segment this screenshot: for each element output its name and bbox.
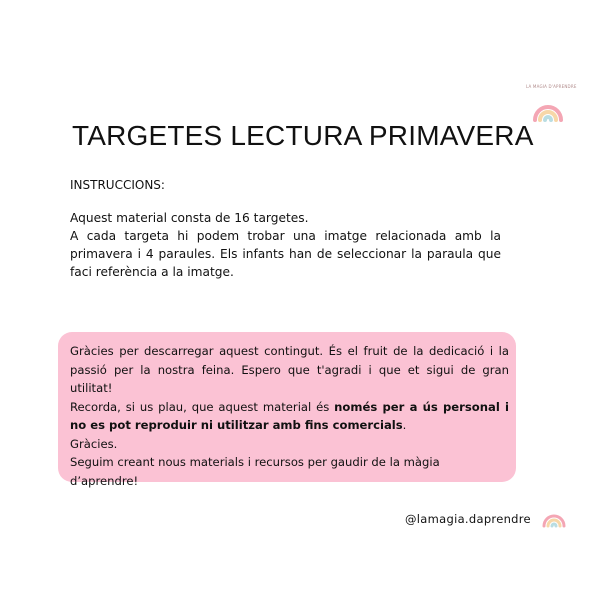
thanks-notice-box (58, 332, 516, 488)
footer-rainbow (540, 504, 568, 528)
usage-reminder (70, 398, 509, 435)
usage-reminder-text: Recorda, si us plau, que aquest material és (70, 399, 335, 414)
rainbow-icon (540, 504, 568, 528)
usage-reminder-end: . (402, 418, 407, 432)
instructions-heading: INSTRUCCIONS: (70, 178, 165, 192)
thanks-paragraph: Gràcies per descarregar aquest contingut. És el fruit de la dedicació i la passió per la nostra feina. Espero que t'agradi i que et sigui de gran utilitat! (70, 344, 509, 395)
instructions-text (70, 209, 501, 281)
instructions-line-1: Aquest material consta de 16 targetes. (70, 211, 309, 225)
closing-line: Seguim creant nous materials i recursos per gaudir de la màgia d’aprendre! (70, 455, 440, 488)
usage-restriction-bold: només per a ús personal i no es pot reproduir ni utilitzar amb fins comercials (70, 399, 510, 432)
instructions-line-2: A cada targeta hi podem trobar una imatge relacionada amb la primavera i 4 paraules. Els infants han de seleccionar la paraula que faci referència a la imatge. (70, 229, 501, 279)
page-title: TARGETES LECTURA PRIMAVERA (72, 120, 534, 151)
logo-text: LA MAGIA D'APRENDRE (526, 84, 577, 89)
brand-logo (526, 84, 577, 124)
rainbow-icon (526, 84, 577, 124)
social-handle: @lamagia.daprendre (405, 512, 531, 526)
thanks-short: Gràcies. (70, 436, 118, 451)
